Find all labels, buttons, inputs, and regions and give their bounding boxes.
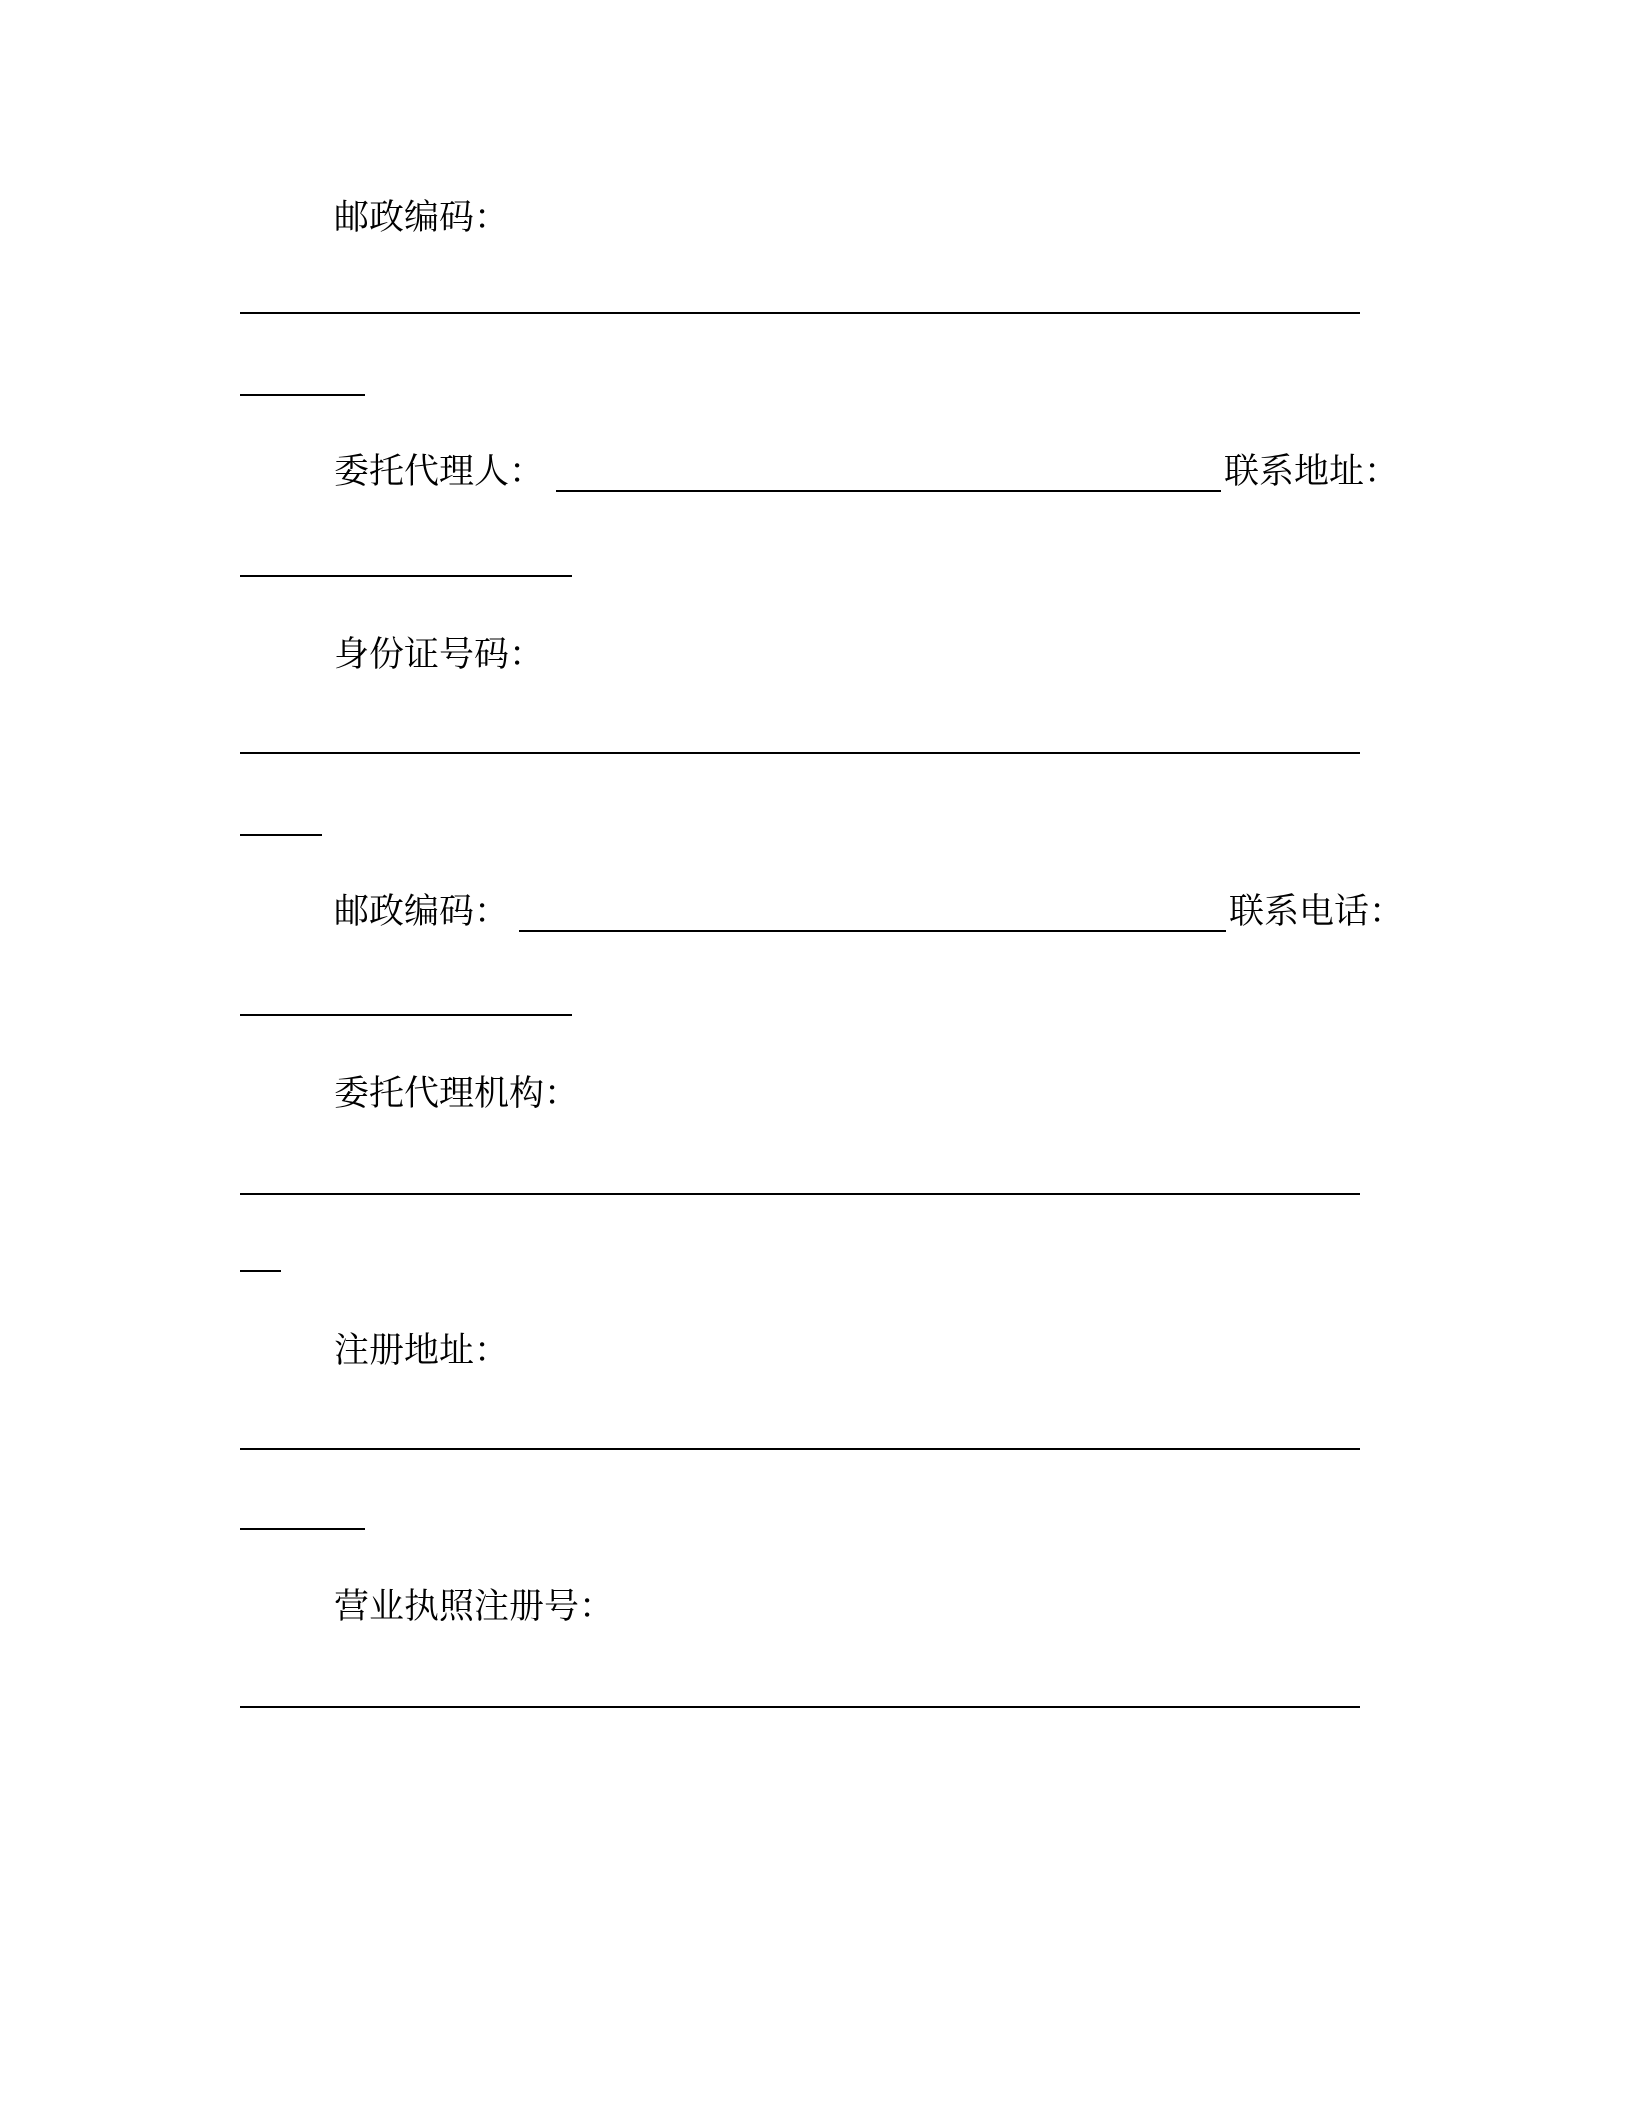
postal-code-blank[interactable] (240, 312, 1360, 314)
id-number-blank-continued[interactable] (240, 834, 322, 836)
contact-address-label: 联系地址： (1224, 452, 1400, 492)
business-license-label: 营业执照注册号： (334, 1587, 615, 1627)
agent-label: 委托代理人： (334, 452, 545, 492)
postal-code-blank[interactable] (519, 930, 1226, 932)
agency-blank[interactable] (240, 1193, 1360, 1195)
business-license-blank[interactable] (240, 1706, 1360, 1708)
agency-blank-continued[interactable] (240, 1270, 281, 1272)
registered-address-label: 注册地址： (334, 1331, 510, 1371)
postal-code-label: 邮政编码： (334, 198, 510, 238)
contact-address-blank[interactable] (240, 575, 572, 577)
postal-code-label: 邮政编码： (334, 892, 510, 932)
agent-blank[interactable] (556, 490, 1221, 492)
id-number-blank[interactable] (240, 752, 1360, 754)
postal-code-blank-continued[interactable] (240, 394, 365, 396)
contact-phone-blank[interactable] (240, 1014, 572, 1016)
registered-address-blank-continued[interactable] (240, 1528, 365, 1530)
registered-address-blank[interactable] (240, 1448, 1360, 1450)
contact-phone-label: 联系电话： (1229, 892, 1405, 932)
id-number-label: 身份证号码： (334, 635, 545, 675)
agency-label: 委托代理机构： (334, 1074, 580, 1114)
